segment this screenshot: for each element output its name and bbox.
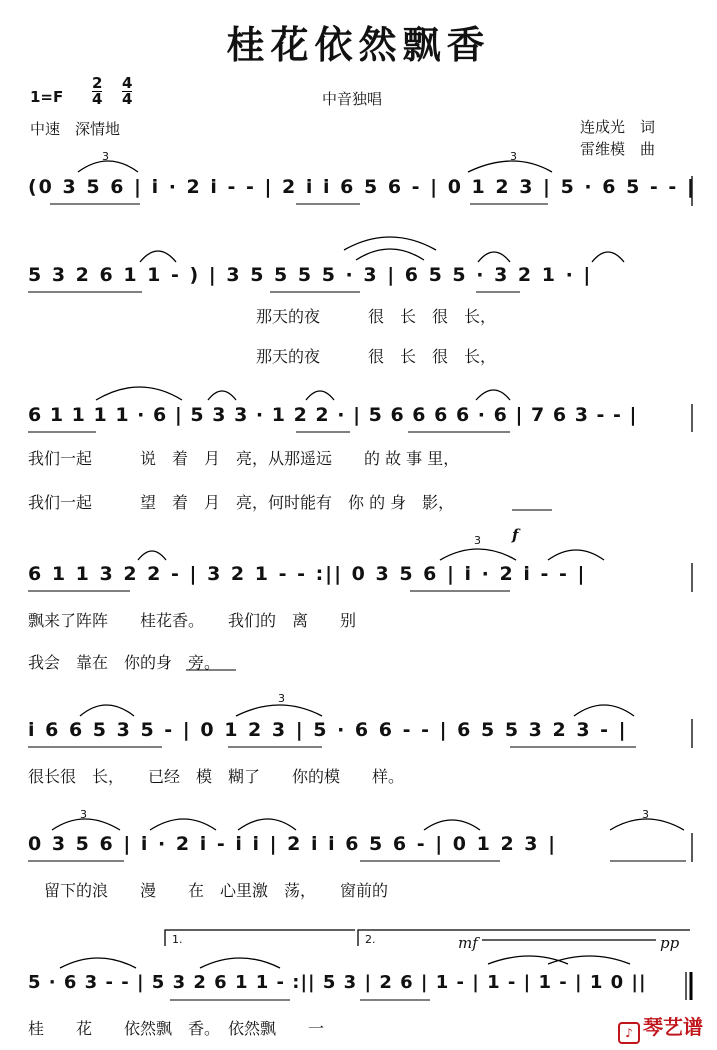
triplet-mark-2: 3 [510, 150, 517, 163]
volta-1-label: 1. [172, 933, 183, 946]
lyrics-row-5: 很长很 长， 已经 模 糊了 你的模 样。 [28, 767, 405, 786]
composer: 雷维模 曲 [580, 140, 656, 158]
watermark-logo [618, 1011, 703, 1044]
time-sig-a-top: 2 [92, 74, 103, 92]
lyrics-row-3-v1: 我们一起 说 着 月 亮，从那遥远 的 故 事 里， [28, 449, 460, 468]
slur-15 [238, 819, 296, 830]
score-row-1: (0 3 5 6 | i · 2 i - - | 2 i i 6 5 6 - | 0 1 2 3 | 5 · 6 5 - - | [28, 176, 696, 198]
slur-14 [150, 819, 216, 830]
slur-6 [96, 387, 182, 400]
key-signature: 1=F [30, 88, 64, 106]
triplet-arc-4 [236, 705, 322, 716]
score-row-4: 6 1 1 3 2 2 - | 3 2 1 - - :|| 0 3 5 6 | i · 2 i - - | [28, 563, 587, 585]
triplet-arc-1 [78, 161, 138, 172]
slur-12 [80, 705, 134, 716]
slur-16 [424, 820, 480, 830]
score-row-3: 6 1 1 1 1 · 6 | 5 3 3 · 1 2 2 · | 5 6 6 6 6 · 6 | 7 6 3 - - | [28, 404, 638, 426]
triplet-mark-1: 3 [102, 150, 109, 163]
slur-2 [344, 237, 436, 250]
triplet-arc-5 [52, 819, 120, 830]
tempo: 中速 深情地 [30, 120, 121, 138]
slur-11 [548, 550, 604, 560]
dynamic-pp: pp [660, 934, 680, 952]
slur-9 [476, 390, 510, 400]
triplet-arc-6 [610, 819, 684, 830]
dynamic-f: f [512, 526, 519, 544]
lyrics-row-2-v2: 那天的夜 很 长 很 长， [256, 347, 497, 366]
lyrics-row-2-v1: 那天的夜 很 长 很 长， [256, 307, 497, 326]
score-row-6: 0 3 5 6 | i · 2 i - i i | 2 i i 6 5 6 - | 0 1 2 3 | [28, 833, 558, 855]
triplet-mark-4: 3 [278, 692, 285, 705]
slur-13 [574, 705, 634, 716]
triplet-arc-2 [468, 161, 552, 172]
triplet-mark-6: 3 [642, 808, 649, 821]
slur-4 [478, 252, 510, 262]
slur-1 [140, 251, 176, 262]
genre: 中音独唱 [322, 90, 383, 108]
slur-17 [60, 958, 136, 968]
triplet-arc-3 [440, 549, 516, 560]
triplet-mark-3: 3 [474, 534, 481, 547]
triplet-mark-5: 3 [80, 808, 87, 821]
time-sig-b-bottom: 4 [122, 90, 133, 108]
score-row-7: 5 · 6 3 - - | 5 3 2 6 1 1 - :|| 5 3 | 2 6 | 1 - | 1 - | 1 - | 1 0 || [28, 972, 647, 993]
watermark-icon: ♪ [618, 1022, 640, 1044]
slur-20 [548, 956, 630, 964]
lyrics-row-4-v1: 飘来了阵阵 桂花香。 我们的 离 别 [28, 611, 357, 630]
volta-1-bracket [165, 930, 355, 946]
slur-8 [306, 391, 334, 400]
watermark-text: 琴艺谱 [643, 1015, 703, 1039]
score-row-2: 5 3 2 6 1 1 - ) | 3 5 5 5 5 · 3 | 6 5 5 · 3 2 1 · | [28, 264, 593, 286]
volta-2-bracket [358, 930, 690, 946]
time-sig-b-top: 4 [122, 74, 133, 92]
slur-19 [488, 956, 568, 964]
lyrics-row-3-v2: 我们一起 望 着 月 亮，何时能有 你 的 身 影， [28, 493, 455, 512]
dynamic-mf: mf [458, 934, 478, 952]
lyricist: 连成光 词 [580, 118, 656, 136]
page-title: 桂花依然飘香 [226, 23, 491, 67]
slur-10 [138, 551, 166, 560]
slur-3 [356, 249, 424, 260]
slur-5 [592, 252, 624, 262]
slur-18 [200, 958, 280, 968]
slur-7 [208, 391, 236, 400]
lyrics-row-7: 桂 花 依然飘 香。 依然飘 一 [28, 1019, 325, 1038]
lyrics-row-4-v2: 我会 靠在 你的身 旁。 [28, 653, 221, 672]
time-sig-a-bottom: 4 [92, 90, 103, 108]
volta-2-label: 2. [365, 933, 376, 946]
lyrics-row-6: 留下的浪 漫 在 心里激 荡， 窗前的 [44, 881, 389, 900]
score-row-5: i 6 6 5 3 5 - | 0 1 2 3 | 5 · 6 6 - - | 6 5 5 3 2 3 - | [28, 719, 628, 741]
